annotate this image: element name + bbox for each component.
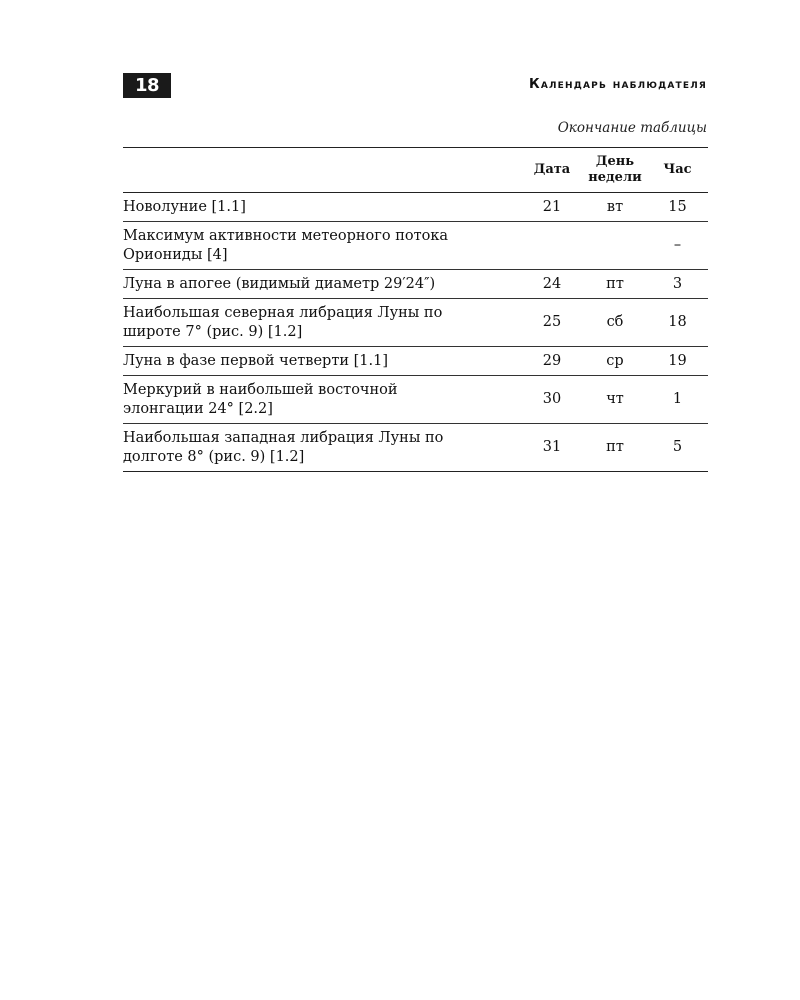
event-text: Луна в фазе первой четверти [1.1]	[123, 352, 388, 369]
table-row	[123, 270, 708, 299]
event-text: Ориониды [4]	[123, 246, 228, 263]
header-day-line2: недели	[588, 170, 642, 185]
day-cell: чт	[606, 391, 624, 407]
page-number: 18	[123, 73, 171, 98]
event-cell	[123, 193, 521, 222]
table-row	[123, 222, 708, 270]
date-cell: 29	[542, 352, 562, 369]
header-date: Дата	[533, 162, 571, 177]
event-cell	[123, 270, 521, 299]
event-text: Наибольшая западная либрация Луны по	[123, 429, 444, 446]
table-row	[123, 299, 708, 347]
event-text: Новолуние [1.1]	[123, 198, 246, 215]
event-cell	[123, 299, 521, 347]
table-row	[123, 424, 708, 472]
header-hour: Час	[663, 162, 692, 177]
event-text: элонгации 24° [2.2]	[123, 400, 273, 417]
running-title: Календарь наблюдателя	[529, 77, 707, 92]
event-cell	[123, 376, 521, 424]
events-table-container	[123, 147, 708, 472]
event-text: Максимум активности метеорного потока	[123, 227, 449, 244]
date-cell: 25	[542, 314, 562, 330]
date-cell: 31	[542, 439, 562, 455]
table-row	[123, 193, 708, 222]
table-row	[123, 376, 708, 424]
hour-cell: –	[673, 237, 682, 253]
table-row	[123, 347, 708, 376]
date-cell: 24	[542, 275, 562, 292]
event-text: широте 7° (рис. 9) [1.2]	[123, 323, 303, 340]
event-cell	[123, 424, 521, 472]
hour-cell: 19	[668, 352, 687, 369]
header-day	[583, 148, 647, 193]
hour-cell: 3	[672, 275, 683, 292]
day-cell: пт	[606, 439, 624, 455]
day-cell: ср	[606, 352, 624, 369]
hour-cell: 5	[672, 439, 683, 455]
hour-cell: 15	[668, 198, 687, 215]
events-table	[123, 147, 708, 472]
table-header-row	[123, 148, 708, 193]
header-event	[123, 148, 521, 193]
event-cell	[123, 347, 521, 376]
day-cell: сб	[606, 314, 624, 330]
date-cell	[521, 222, 583, 270]
header-day-line1: День	[595, 154, 635, 169]
event-text: долготе 8° (рис. 9) [1.2]	[123, 448, 305, 465]
date-cell: 21	[542, 198, 562, 215]
day-cell	[583, 222, 647, 270]
date-cell: 30	[542, 391, 562, 407]
day-cell: пт	[606, 275, 624, 292]
event-text: Наибольшая северная либрация Луны по	[123, 304, 443, 321]
hour-cell: 1	[672, 391, 683, 407]
event-cell	[123, 222, 521, 270]
event-text: Меркурий в наибольшей восточной	[123, 381, 398, 398]
day-cell: вт	[606, 198, 624, 215]
table-caption: Окончание таблицы	[557, 120, 707, 136]
hour-cell: 18	[668, 314, 687, 330]
event-text: Луна в апогее (видимый диаметр 29′24″)	[123, 275, 436, 292]
